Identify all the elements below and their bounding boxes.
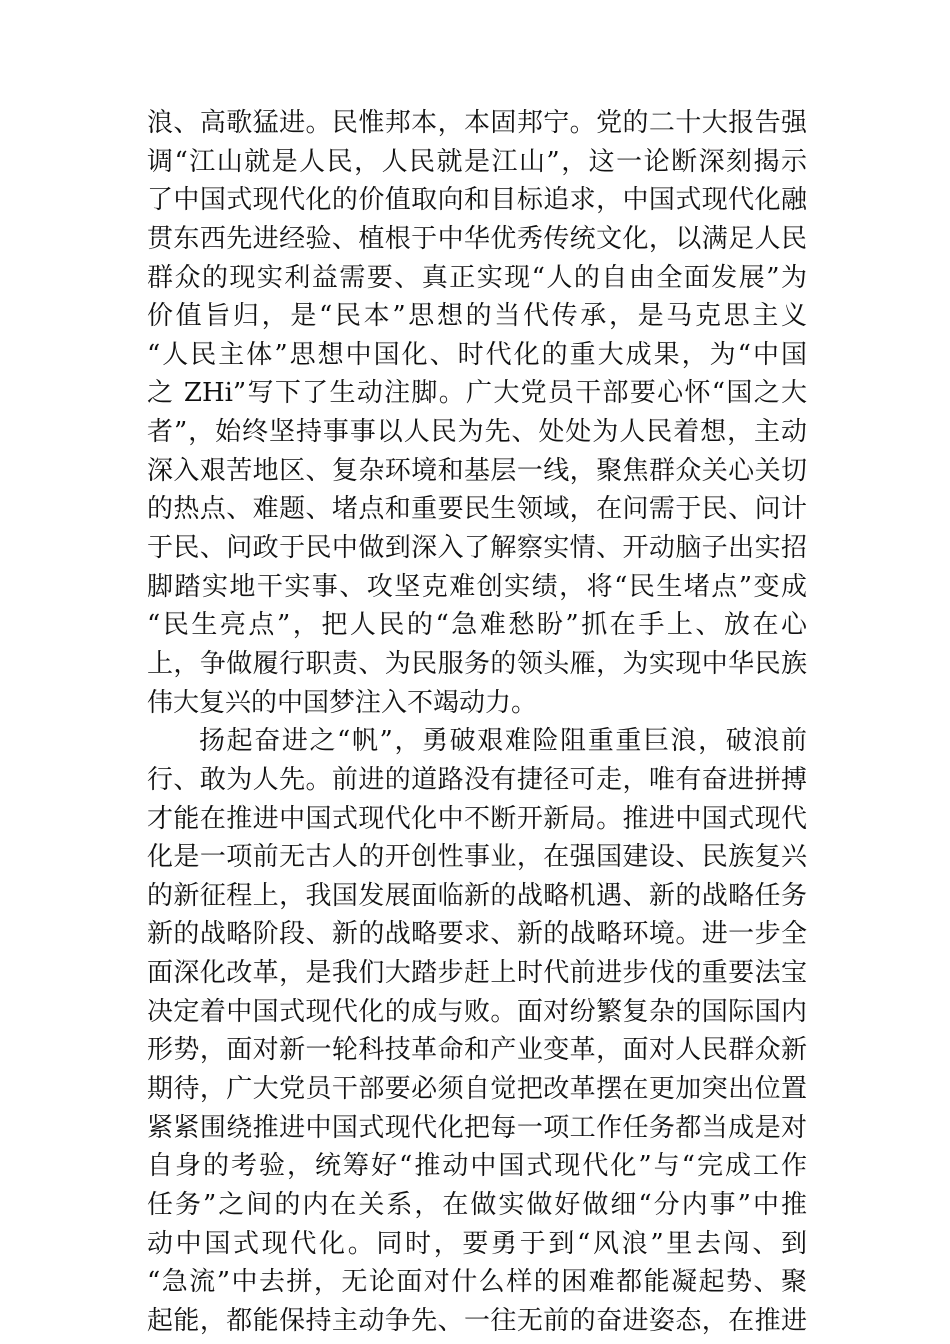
paragraph-2-line-7: 面深化改革，是我们大踏步赶上时代前进步伐的重要法宝 — [147, 958, 807, 989]
body-text — [147, 104, 807, 1341]
paragraph-1-line-4: 贯东西先进经验、植根于中华优秀传统文化，以满足人民 — [147, 223, 807, 254]
paragraph-2-line-16: 起能，都能保持主动争先、一往无前的奋进姿态，在推进 — [147, 1305, 807, 1336]
paragraph-1-line-3: 了中国式现代化的价值取向和目标追求，中国式现代化融 — [147, 185, 807, 216]
paragraph-2-line-9: 形势，面对新一轮科技革命和产业变革，面对人民群众新 — [147, 1035, 807, 1066]
paragraph-2-line-13: 任务”之间的内在关系，在做实做好做细“分内事”中推 — [147, 1189, 807, 1220]
paragraph-2-line-1: 扬起奋进之“帆”，勇破艰难险阻重重巨浪，破浪前 — [199, 726, 807, 757]
paragraph-1-line-7: “人民主体”思想中国化、时代化的重大成果，为“中国 — [147, 339, 807, 370]
paragraph-2-line-10: 期待，广大党员干部要必须自觉把改革摆在更加突出位置 — [147, 1074, 807, 1105]
paragraph-2-line-15: “急流”中去拼，无论面对什么样的困难都能凝起势、聚 — [147, 1267, 807, 1298]
paragraph-1-line-5: 群众的现实利益需要、真正实现“人的自由全面发展”为 — [147, 262, 807, 293]
paragraph-2-line-6: 新的战略阶段、新的战略要求、新的战略环境。进一步全 — [147, 919, 807, 950]
paragraph-2-line-2: 行、敢为人先。前进的道路没有捷径可走，唯有奋进拼搏 — [147, 764, 807, 795]
paragraph-1-line-2: 调“江山就是人民，人民就是江山”，这一论断深刻揭示 — [147, 146, 807, 177]
paragraph-1-line-16: 伟大复兴的中国梦注入不竭动力。 — [147, 687, 538, 718]
paragraph-1-line-6: 价值旨归，是“民本”思想的当代传承，是马克思主义 — [147, 301, 807, 332]
paragraph-2-line-5: 的新征程上，我国发展面临新的战略机遇、新的战略任务 — [147, 880, 807, 911]
paragraph-1-line-9: 者”，始终坚持事事以人民为先、处处为人民着想，主动 — [147, 417, 807, 448]
paragraph-1-line-11: 的热点、难题、堵点和重要民生领域，在问需于民、问计 — [147, 494, 807, 525]
paragraph-2-line-12: 自身的考验，统筹好“推动中国式现代化”与“完成工作 — [147, 1151, 807, 1182]
paragraph-2-line-8: 决定着中国式现代化的成与败。面对纷繁复杂的国际国内 — [147, 996, 807, 1027]
paragraph-1-line-8: 之 ZHi”写下了生动注脚。广大党员干部要心怀“国之大 — [147, 378, 807, 409]
paragraph-2-line-4: 化是一项前无古人的开创性事业，在强国建设、民族复兴 — [147, 842, 807, 873]
paragraph-1-line-15: 上，争做履行职责、为民服务的领头雁，为实现中华民族 — [147, 648, 807, 679]
paragraph-1-line-14: “民生亮点”，把人民的“急难愁盼”抓在手上、放在心 — [147, 610, 807, 641]
paragraph-2-line-14: 动中国式现代化。同时，要勇于到“风浪”里去闯、到 — [147, 1228, 807, 1259]
paragraph-1-line-10: 深入艰苦地区、复杂环境和基层一线，聚焦群众关心关切 — [147, 455, 807, 486]
paragraph-1-line-12: 于民、问政于民中做到深入了解察实情、开动脑子出实招 — [147, 533, 807, 564]
paragraph-1-line-13: 脚踏实地干实事、攻坚克难创实绩，将“民生堵点”变成 — [147, 571, 807, 602]
paragraph-1-line-1: 浪、高歌猛进。民惟邦本，本固邦宁。党的二十大报告强 — [147, 108, 807, 138]
paragraph-2-line-3: 才能在推进中国式现代化中不断开新局。推进中国式现代 — [147, 803, 807, 834]
paragraph-2-line-11: 紧紧围绕推进中国式现代化把每一项工作任务都当成是对 — [147, 1112, 807, 1143]
